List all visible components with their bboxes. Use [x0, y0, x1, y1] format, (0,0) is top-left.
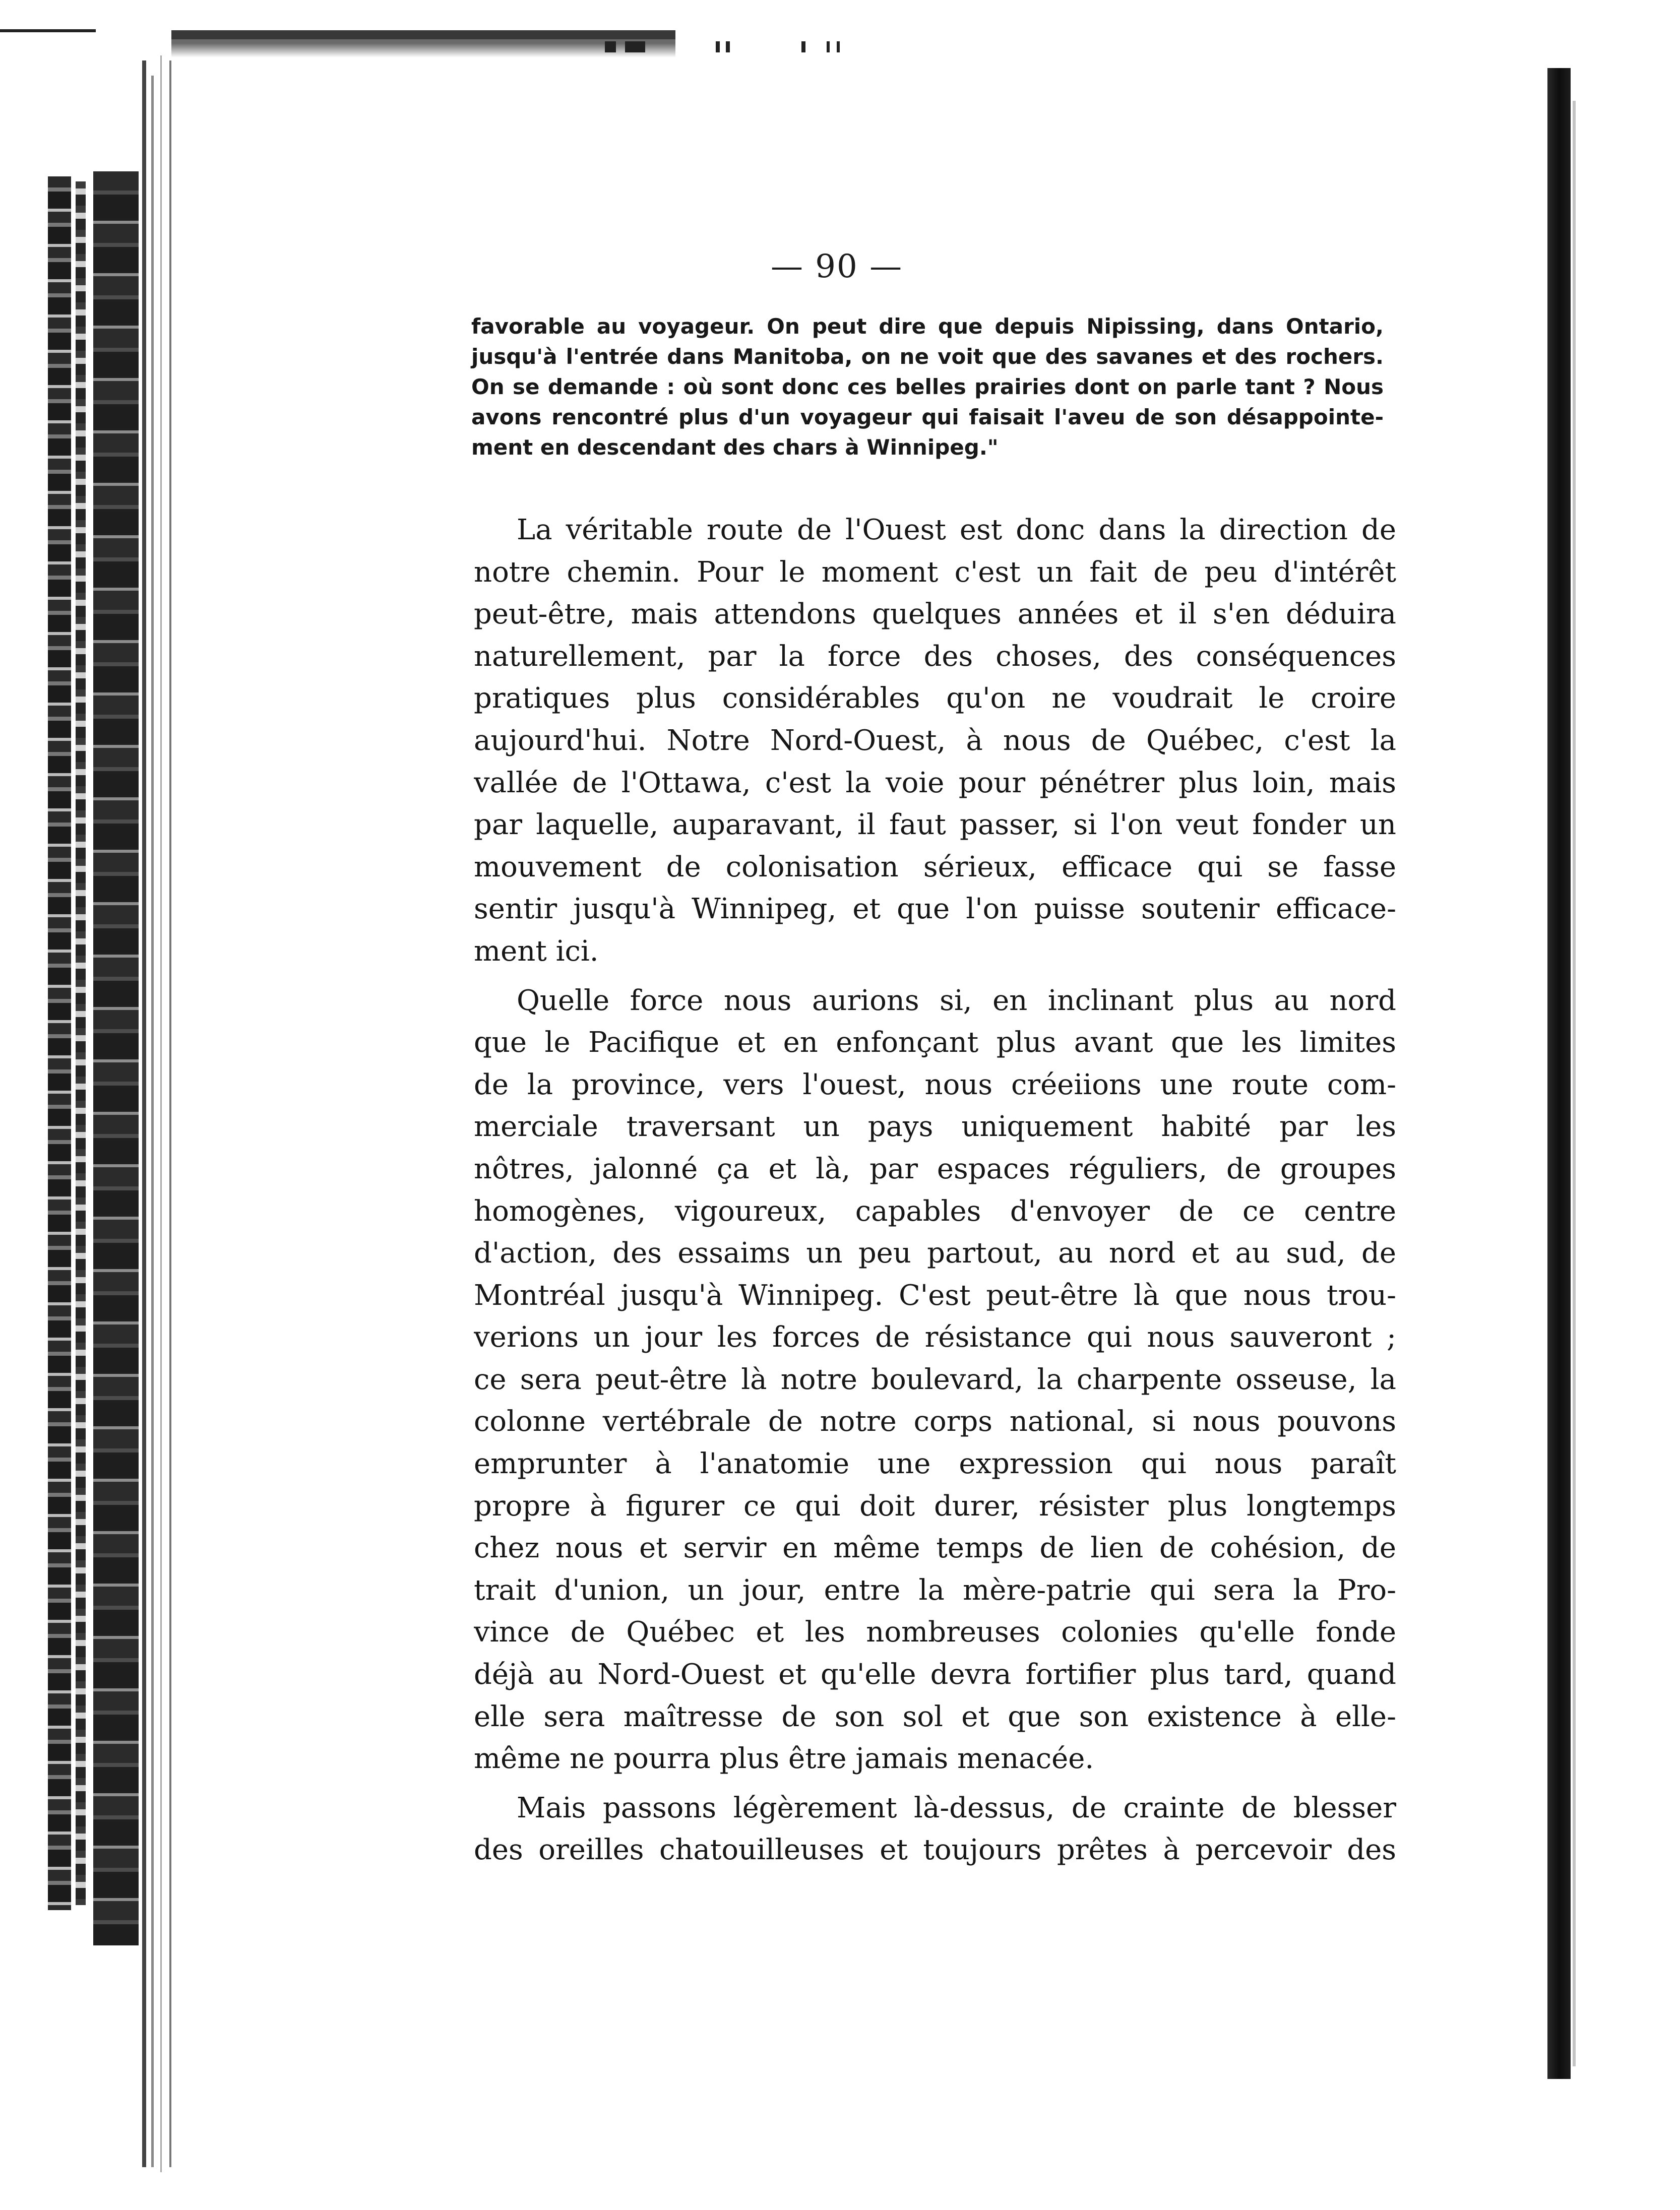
text-line: merciale traversant un pays uniquement habité par les: [474, 1110, 1396, 1144]
scan-top-mark: [625, 41, 645, 52]
text-line: propre à figurer ce qui doit durer, résister plus longtemps: [474, 1489, 1396, 1523]
text-line: pratiques plus considérables qu'on ne voudrait le croire: [474, 682, 1396, 715]
binding-shadow-strip: [76, 181, 86, 1905]
text-line: vince de Québec et les nombreuses colonies qu'elle fonde: [474, 1616, 1396, 1649]
scan-right-edge: [1547, 68, 1571, 2079]
text-line: de la province, vers l'ouest, nous créeiions une route com-: [474, 1068, 1396, 1101]
text-line: nôtres, jalonné ça et là, par espaces réguliers, de groupes: [474, 1152, 1396, 1185]
quote-block: [471, 311, 1384, 463]
text-line: déjà au Nord-Ouest et qu'elle devra fortifier plus tard, quand: [474, 1658, 1396, 1691]
text-line: que le Pacifique et en enfonçant plus avant que les limites: [474, 1026, 1396, 1059]
binding-top-mark: [0, 29, 96, 32]
text-line: elle sera maîtresse de son sol et que son existence à elle-: [474, 1700, 1396, 1733]
scan-binding-edge: [0, 0, 181, 2210]
text-line: naturellement, par la force des choses, des conséquences: [474, 640, 1396, 673]
scan-top-mark: [605, 41, 616, 52]
text-line: chez nous et servir en même temps de lien de cohésion, de: [474, 1532, 1396, 1565]
quote-line: jusqu'à l'entrée dans Manitoba, on ne voit que des savanes et des rochers.: [471, 344, 1384, 369]
text-line: notre chemin. Pour le moment c'est un fait de peu d'intérêt: [474, 555, 1396, 589]
text-line: peut-être, mais attendons quelques années et il s'en déduira: [474, 598, 1396, 631]
scan-top-mark: [837, 41, 840, 52]
binding-page-edge: [169, 60, 171, 2167]
text-line: ment ici.: [474, 934, 599, 968]
text-line: sentir jusqu'à Winnipeg, et que l'on puisse soutenir efficace-: [474, 893, 1396, 926]
text-line: La véritable route de l'Ouest est donc dans la direction de: [517, 514, 1396, 546]
quote-line: avons rencontré plus d'un voyageur qui faisait l'aveu de son désappointe-: [471, 405, 1384, 429]
text-line: Montréal jusqu'à Winnipeg. C'est peut-être là que nous trou-: [474, 1279, 1396, 1312]
text-line: Mais passons légèrement là-dessus, de crainte de blesser: [517, 1791, 1396, 1824]
scan-top-smudge: [171, 30, 675, 57]
text-line: emprunter à l'anatomie une expression qui nous paraît: [474, 1447, 1396, 1481]
text-line: homogènes, vigoureux, capables d'envoyer de ce centre: [474, 1194, 1396, 1228]
scan-right-edge-highlight: [1573, 101, 1576, 2066]
binding-page-edge: [151, 76, 154, 2167]
body-text: [474, 509, 1396, 1871]
text-line: des oreilles chatouilleuses et toujours prêtes à percevoir des: [474, 1834, 1396, 1867]
text-line: aujourd'hui. Notre Nord-Ouest, à nous de Québec, c'est la: [474, 724, 1396, 757]
text-line: colonne vertébrale de notre corps national, si nous pouvons: [474, 1405, 1396, 1438]
text-line: mouvement de colonisation sérieux, efficace qui se fasse: [474, 850, 1396, 883]
scan-top-mark: [726, 41, 730, 52]
scan-top-mark: [801, 41, 805, 52]
text-line: par laquelle, auparavant, il faut passer, si l'on veut fonder un: [474, 808, 1396, 842]
quote-line: ment en descendant des chars à Winnipeg.": [471, 435, 999, 460]
text-line: trait d'union, un jour, entre la mère-patrie qui sera la Pro-: [474, 1573, 1396, 1607]
quote-line: On se demande : où sont donc ces belles prairies dont on parle tant ? Nous: [471, 374, 1384, 399]
binding-shadow-strip: [93, 171, 139, 1945]
text-line: ce sera peut-être là notre boulevard, la charpente osseuse, la: [474, 1363, 1396, 1396]
page-number: — 90 —: [770, 248, 903, 285]
text-line: verions un jour les forces de résistance qui nous sauveront ;: [474, 1321, 1396, 1354]
binding-shadow-strip: [48, 176, 71, 1910]
scan-top-mark: [827, 41, 830, 52]
text-line: même ne pourra plus être jamais menacée.: [474, 1742, 1094, 1776]
binding-page-edge: [160, 55, 162, 2172]
text-line: vallée de l'Ottawa, c'est la voie pour pénétrer plus loin, mais: [474, 766, 1396, 799]
text-line: d'action, des essaims un peu partout, au nord et au sud, de: [474, 1237, 1396, 1270]
scan-top-mark: [716, 41, 720, 52]
binding-page-edge: [142, 60, 146, 2167]
quote-line: favorable au voyageur. On peut dire que depuis Nipissing, dans Ontario,: [471, 314, 1384, 339]
text-line: Quelle force nous aurions si, en inclinant plus au nord: [517, 984, 1396, 1017]
